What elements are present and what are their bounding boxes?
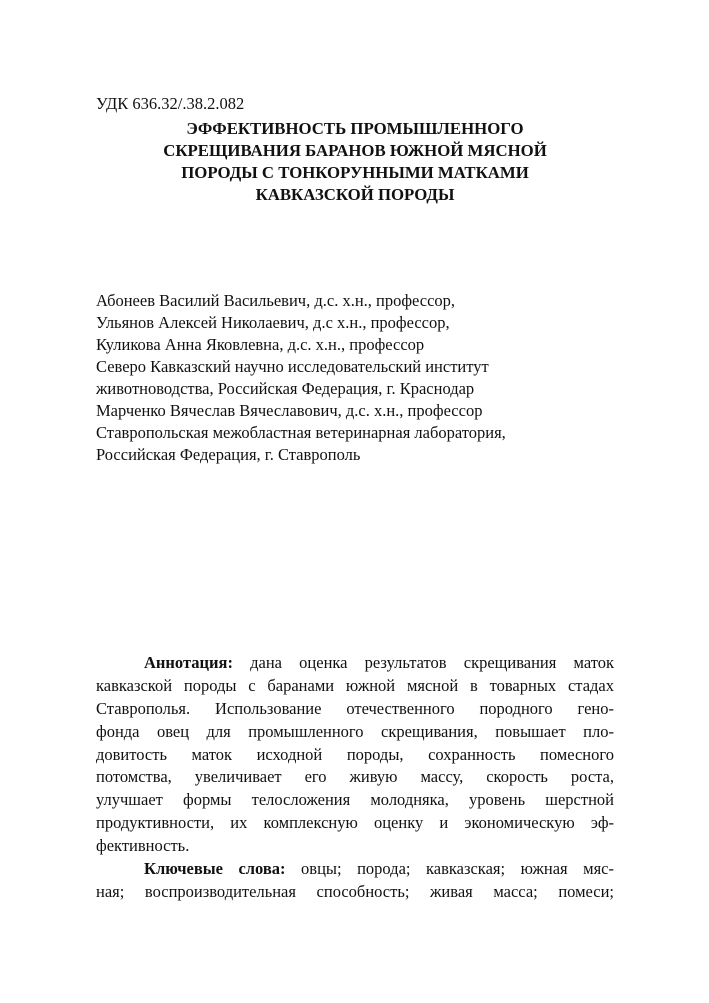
affiliation-line: животноводства, Российская Федерация, г. Краснодар [96, 379, 475, 398]
paper-title [96, 118, 614, 206]
abstract-line: потомства, увеличивает его живую массу, скорость роста, [96, 767, 614, 787]
title-line: СКРЕЩИВАНИЯ БАРАНОВ ЮЖНОЙ МЯСНОЙ [163, 141, 547, 160]
title-line: КАВКАЗСКОЙ ПОРОДЫ [255, 185, 455, 204]
abstract-section [96, 652, 614, 904]
abstract-line: довитость маток исходной породы, сохранность помесного [96, 744, 614, 764]
keywords-first-line [96, 858, 614, 881]
title-line: ПОРОДЫ С ТОНКОРУННЫМИ МАТКАМИ [181, 163, 529, 182]
abstract-label: Аннотация: [144, 653, 233, 672]
keywords-text: овцы; порода; кавказская; южная мяс- [285, 859, 614, 879]
author-line: Куликова Анна Яковлевна, д.с. х.н., профессор [96, 335, 425, 354]
abstract-line: Ставрополья. Использование отечественного породного гено- [96, 698, 614, 718]
keywords-label: Ключевые слова: [144, 859, 286, 879]
author-line: Ульянов Алексей Николаевич, д.с х.н., профессор, [96, 313, 450, 332]
authors-block [96, 290, 616, 466]
abstract-text: дана оценка результатов скрещивания маток [232, 653, 614, 672]
abstract-first-line [96, 652, 614, 675]
keywords-line: ная; воспроизводительная способность; живая масса; помеси; [96, 881, 614, 901]
abstract-line: фективность. [96, 836, 190, 856]
abstract-line: продуктивности, их комплексную оценку и экономическую эф- [96, 813, 614, 833]
author-line: Абонеев Василий Васильевич, д.с. х.н., профессор, [96, 291, 456, 310]
affiliation-line: Ставропольская межобластная ветеринарная лаборатория, [96, 423, 506, 442]
affiliation-line: Северо Кавказский научно исследовательский институт [96, 357, 489, 376]
title-line: ЭФФЕКТИВНОСТЬ ПРОМЫШЛЕННОГО [186, 119, 524, 138]
abstract-line: улучшает формы телосложения молодняка, уровень шерстной [96, 790, 614, 810]
author-line: Марченко Вячеслав Вячеславович, д.с. х.н., профессор [96, 401, 483, 420]
abstract-line: кавказской породы с баранами южной мясной в товарных стадах [96, 675, 614, 695]
abstract-line: фонда овец для промышленного скрещивания, повышает пло- [96, 721, 614, 741]
udk-code: УДК 636.32/.38.2.082 [96, 94, 245, 113]
affiliation-line: Российская Федерация, г. Ставрополь [96, 445, 361, 464]
